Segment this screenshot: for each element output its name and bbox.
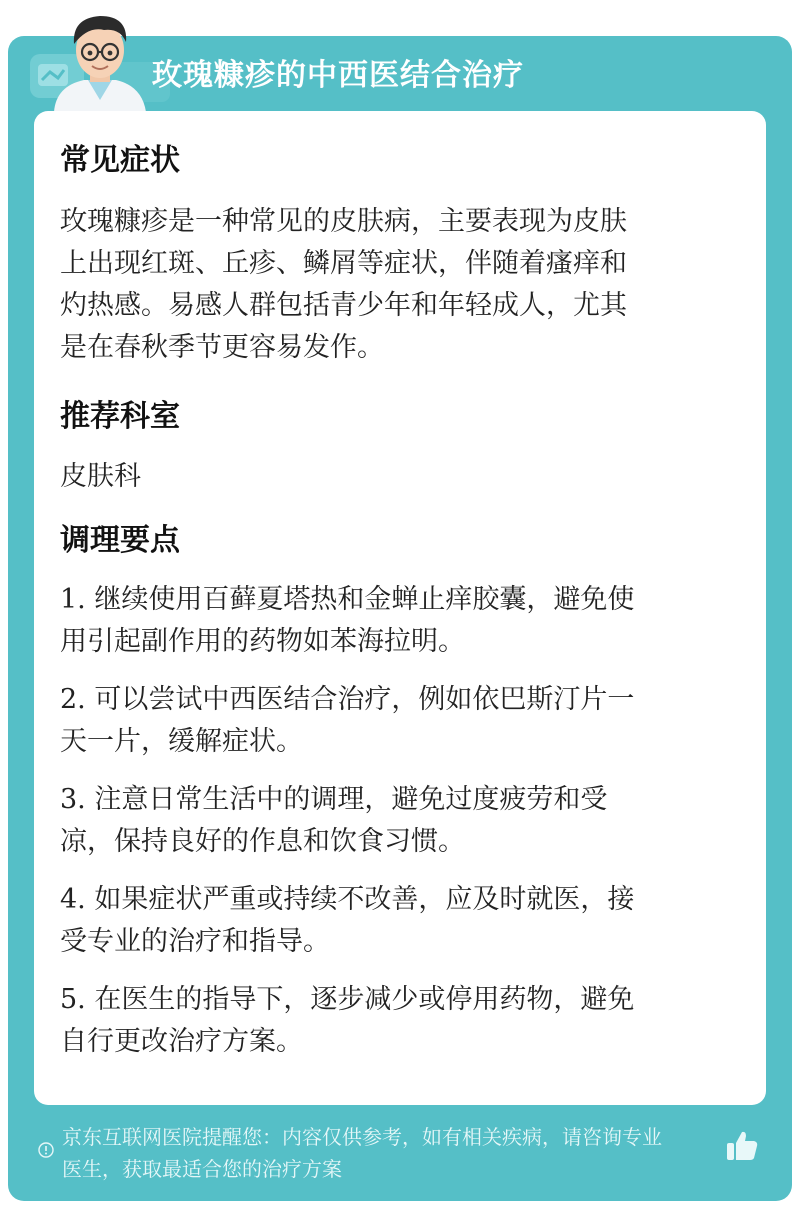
symptoms-text [60, 201, 736, 369]
disclaimer-text [62, 1121, 727, 1185]
symptoms-line: 上出现红斑、丘疹、鳞屑等症状，伴随着瘙痒和 [60, 248, 627, 279]
section-heading-symptoms: 常见症状 [60, 143, 180, 178]
care-item-line: 天一片，缓解症状。 [60, 726, 303, 757]
care-item-number: 5. [60, 984, 86, 1015]
care-item-line: 注意日常生活中的调理，避免过度疲劳和受 [94, 784, 608, 815]
info-icon [38, 1142, 54, 1158]
care-item-line: 如果症状严重或持续不改善，应及时就医，接 [94, 884, 635, 915]
care-item-line: 自行更改治疗方案。 [60, 1026, 303, 1057]
care-item-number: 2. [60, 684, 86, 715]
care-item-line: 受专业的治疗和指导。 [60, 926, 330, 957]
department-value: 皮肤科 [60, 461, 141, 492]
care-item-2 [60, 679, 736, 763]
care-item-number: 3. [60, 784, 86, 815]
care-item-line: 在医生的指导下，逐步减少或停用药物，避免 [94, 984, 635, 1015]
care-item-5 [60, 979, 736, 1063]
page-title: 玫瑰糠疹的中西医结合治疗 [152, 58, 524, 93]
thumbs-up-icon[interactable] [724, 1128, 760, 1164]
care-item-number: 1. [60, 584, 86, 615]
care-item-line: 继续使用百藓夏塔热和金蝉止痒胶囊，避免使 [94, 584, 635, 615]
doctor-avatar-icon [44, 8, 154, 112]
disclaimer-line: 医生，获取最适合您的治疗方案 [62, 1157, 342, 1181]
disclaimer-line: 京东互联网医院提醒您：内容仅供参考，如有相关疾病，请咨询专业 [62, 1125, 662, 1149]
care-item-line: 凉，保持良好的作息和饮食习惯。 [60, 826, 465, 857]
section-heading-care: 调理要点 [60, 523, 180, 558]
care-item-4 [60, 879, 736, 963]
care-item-line: 用引起副作用的药物如苯海拉明。 [60, 626, 465, 657]
care-item-number: 4. [60, 884, 86, 915]
care-item-line: 可以尝试中西医结合治疗，例如依巴斯汀片一 [94, 684, 635, 715]
section-heading-department: 推荐科室 [60, 399, 180, 434]
care-item-1 [60, 579, 736, 663]
content-card [34, 111, 766, 1105]
symptoms-line: 灼热感。易感人群包括青少年和年轻成人，尤其 [60, 290, 627, 321]
symptoms-line: 是在春秋季节更容易发作。 [60, 332, 384, 363]
care-item-3 [60, 779, 736, 863]
symptoms-line: 玫瑰糠疹是一种常见的皮肤病，主要表现为皮肤 [60, 206, 627, 237]
